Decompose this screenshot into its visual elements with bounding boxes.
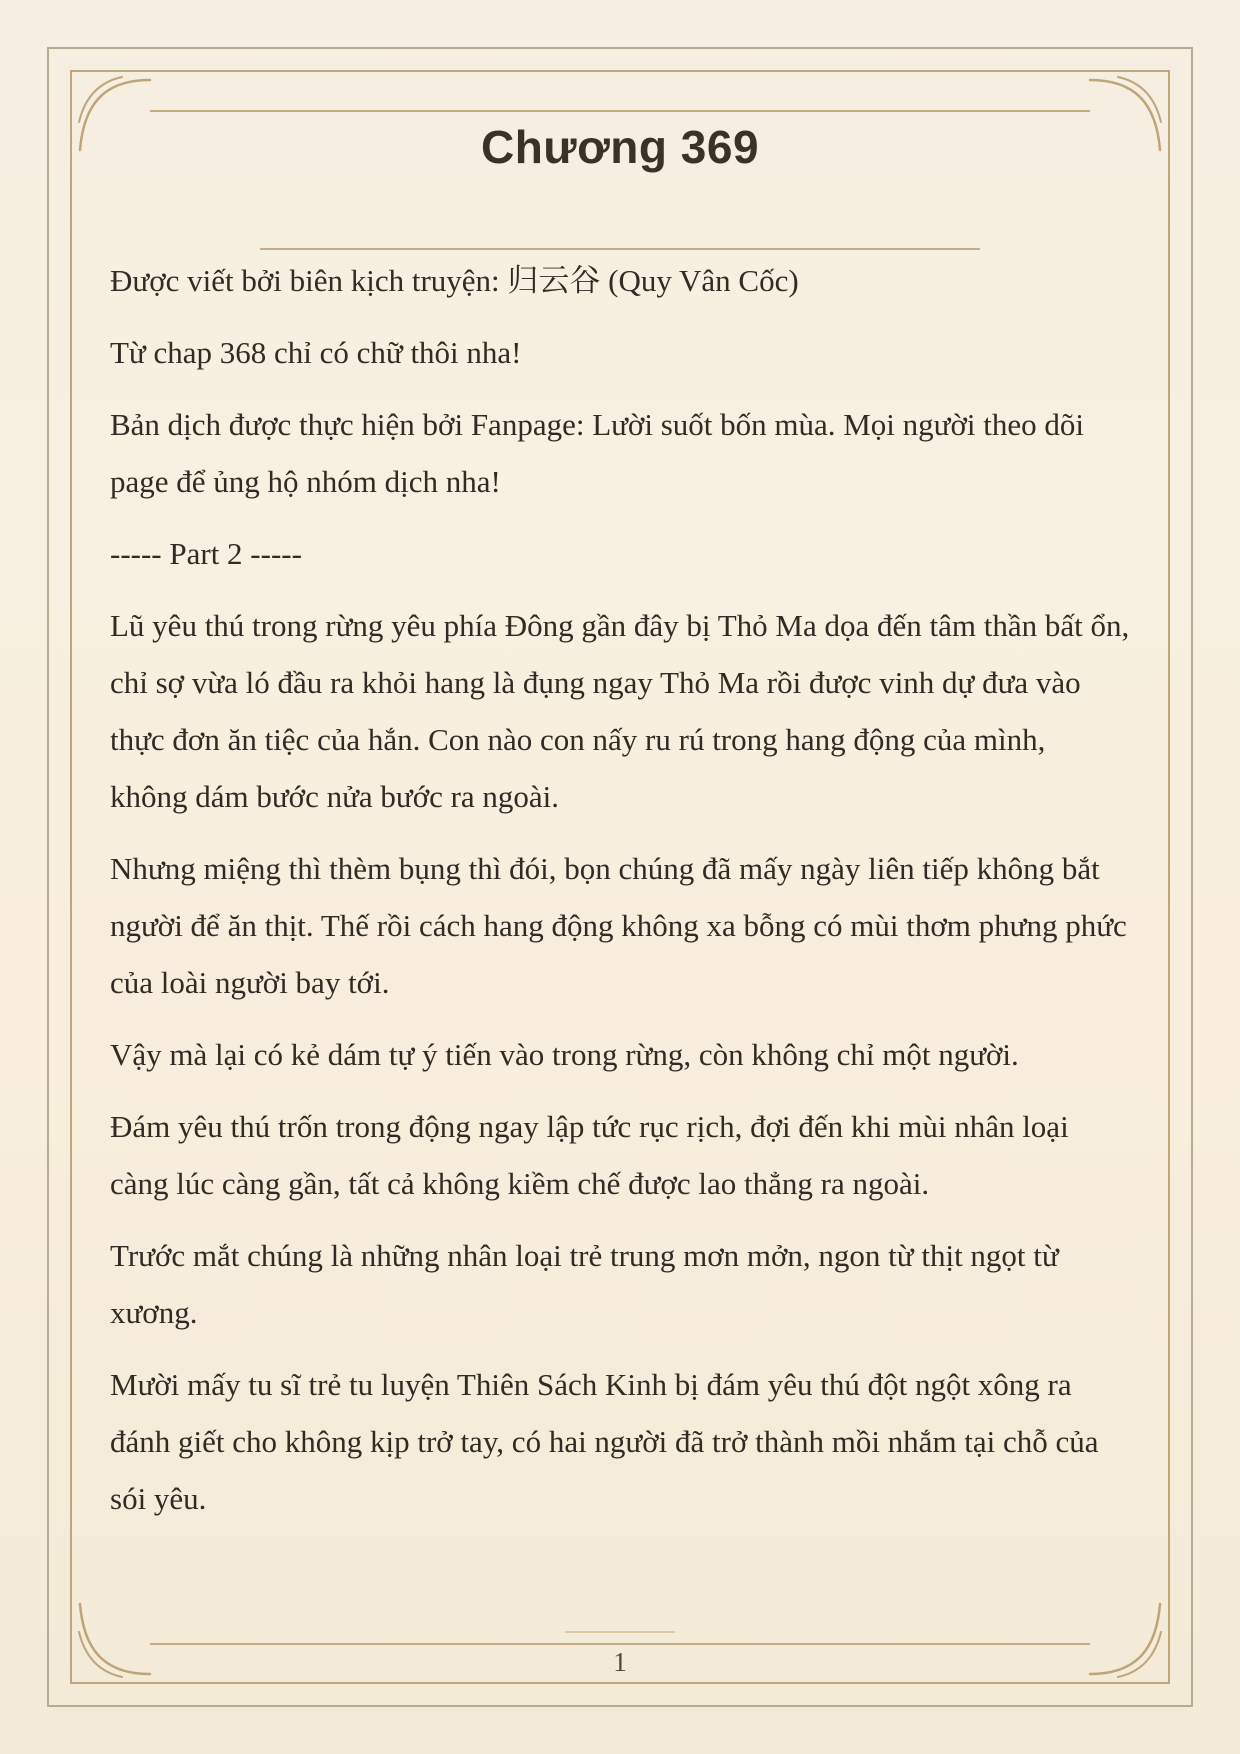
header-rule bbox=[150, 110, 1090, 112]
paragraph: Lũ yêu thú trong rừng yêu phía Đông gần đây bị Thỏ Ma dọa đến tâm thần bất ổn, chỉ sợ vừa ló đầu ra khỏi hang là đụng ngay Thỏ Ma rồi được vinh dự đưa vào thực đơn ăn tiệc của hắn. Con nào con nấy ru rú trong hang động của mình, không dám bước nửa bước ra ngoài. bbox=[110, 608, 1130, 814]
paragraph: Bản dịch được thực hiện bởi Fanpage: Lười suốt bốn mùa. Mọi người theo dõi page để ủng hộ nhóm dịch nha! bbox=[110, 407, 1084, 499]
paragraph: Đám yêu thú trốn trong động ngay lập tức rục rịch, đợi đến khi mùi nhân loại càng lúc càng gần, tất cả không kiềm chế được lao thẳng ra ngoài. bbox=[110, 1109, 1069, 1201]
paragraph: Từ chap 368 chỉ có chữ thôi nha! bbox=[110, 335, 522, 370]
paragraph: Vậy mà lại có kẻ dám tự ý tiến vào trong rừng, còn không chỉ một người. bbox=[110, 1037, 1019, 1072]
title-divider bbox=[260, 248, 980, 250]
paragraph: Nhưng miệng thì thèm bụng thì đói, bọn chúng đã mấy ngày liên tiếp không bắt người để ăn thịt. Thế rồi cách hang động không xa bỗng có mùi thơm phưng phức của loài người bay tới. bbox=[110, 851, 1127, 1000]
chapter-body bbox=[110, 252, 1130, 1542]
paragraph: ----- Part 2 ----- bbox=[110, 536, 302, 571]
chapter-title: Chương 369 bbox=[480, 121, 760, 173]
paragraph: Mười mấy tu sĩ trẻ tu luyện Thiên Sách Kinh bị đám yêu thú đột ngột xông ra đánh giết cho không kịp trở tay, có hai người đã trở thành mồi nhắm tại chỗ của sói yêu. bbox=[110, 1367, 1099, 1516]
paragraph: Được viết bởi biên kịch truyện: 归云谷 (Quy Vân Cốc) bbox=[110, 263, 799, 298]
page-number: 1 bbox=[613, 1647, 627, 1677]
footer-ornament-rule bbox=[565, 1631, 675, 1633]
paragraph: Trước mắt chúng là những nhân loại trẻ trung mơn mởn, ngon từ thịt ngọt từ xương. bbox=[110, 1238, 1059, 1330]
